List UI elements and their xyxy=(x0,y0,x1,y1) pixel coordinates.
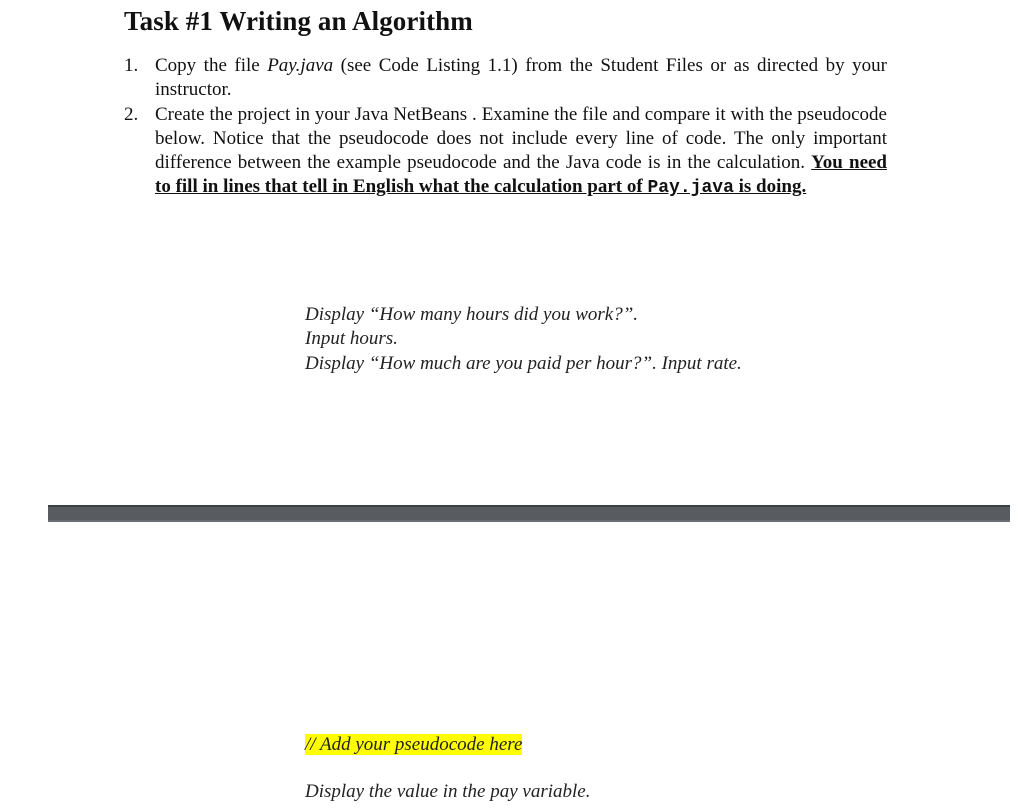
list-item-2 xyxy=(155,103,887,200)
list-number-1: 1. xyxy=(124,55,139,76)
item-2-code: Pay.java xyxy=(647,178,734,198)
item-2-text: Create the project in your Java NetBeans . Examine the file and compare it with the pseudocode below. Notice that the pseudocode does not include every line of code. The only important difference between the example pseudocode and the Java code is in the calculation. xyxy=(155,104,887,173)
pseudocode-line-2: Input hours. xyxy=(305,328,398,349)
task-title: Task #1 Writing an Algorithm xyxy=(124,6,473,36)
pseudocode-final-line: Display the value in the pay variable. xyxy=(305,781,591,802)
pseudocode-line-3: Display “How much are you paid per hour?”. Input rate. xyxy=(305,353,742,374)
list-number-2: 2. xyxy=(124,104,139,125)
item-2-emphasis-text: You need to fill in lines that tell in English what the calculation part of xyxy=(155,152,888,197)
pseudocode-line-1: Display “How many hours did you work?”. xyxy=(305,304,639,325)
list-item-1 xyxy=(155,54,887,102)
highlighted-placeholder: // Add your pseudocode here xyxy=(305,734,523,755)
item-2-emphasis-end: is doing. xyxy=(733,176,807,197)
pseudocode-placeholder xyxy=(305,733,522,757)
page-divider-bar xyxy=(48,505,1010,522)
item-1-filename: Pay.java xyxy=(267,55,334,76)
item-1-text-start: Copy the file xyxy=(155,55,268,76)
item-1-text-end: (see Code Listing 1.1) from the Student Files or as directed by your instructor. xyxy=(155,55,887,100)
